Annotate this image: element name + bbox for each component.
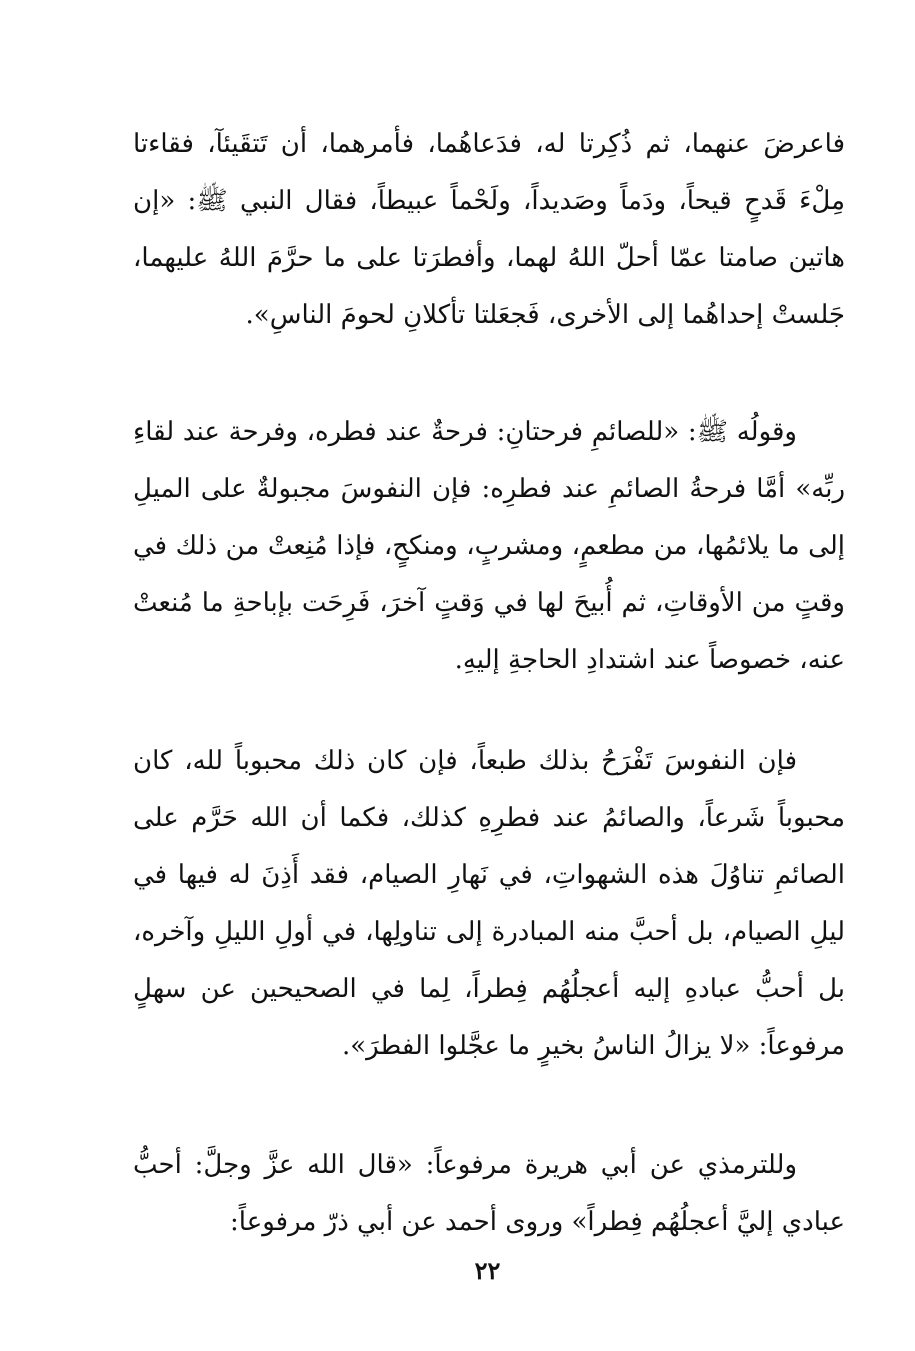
paragraph-3-block — [133, 733, 845, 1075]
page-number: ٢٢ — [474, 1256, 501, 1285]
paragraph-4-block — [133, 1137, 845, 1251]
paragraph-1-block — [133, 116, 845, 344]
paragraph-2-block — [133, 404, 845, 689]
paragraph-3: فإن النفوسَ تَفْرَحُ بذلك طبعاً، فإن كان ذلك محبوباً لله، كان محبوباً شَرعاً، والصائمُ عند فطرِهِ كذلك، فكما أن الله حَرَّم على الصائمِ تناوُلَ هذه الشهواتِ، في نَهارِ الصيام، فقد أَذِنَ له فيها في ليلِ الصيام، بل أحبَّ منه المبادرة إلى تناولِها، في أولِ الليلِ وآخره، بل أحبُّ عبادهِ إليه أعجلُهُم فِطراً، لِما في الصحيحين عن سهلٍ مرفوعاً: «لا يزالُ الناسُ بخيرٍ ما عجَّلوا الفطرَ». — [133, 746, 845, 1061]
paragraph-1: فاعرضَ عنهما، ثم ذُكِرتا له، فدَعاهُما، فأمرهما، أن تَتقَيئآ، فقاءتا مِلْءَ قَدحٍ قيحاً، ودَماً وصَديداً، ولَحْماً عبيطاً، فقال النبي ﷺ: «إن هاتين صامتا عمّا أحلّ اللهُ لهما، وأفطرَتا على ما حرَّمَ اللهُ عليهما، جَلستْ إحداهُما إلى الأخرى، فَجعَلتا تأكلانِ لحومَ الناسِ». — [133, 129, 846, 330]
paragraph-4: وللترمذي عن أبي هريرة مرفوعاً: «قال الله عزَّ وجلَّ: أحبُّ عبادي إليَّ أعجلُهُم فِطراً» وروى أحمد عن أبي ذرّ مرفوعاً: — [133, 1150, 845, 1237]
paragraph-2: وقولُه ﷺ: «للصائمِ فرحتانِ: فرحةٌ عند فطره، وفرحة عند لقاءِ ربِّه» أمَّا فرحةُ الصائمِ عند فطرِه: فإن النفوسَ مجبولةٌ على الميلِ إلى ما يلائمُها، من مطعمٍ، ومشربٍ، ومنكحٍ، فإذا مُنِعتْ من ذلك في وقتٍ من الأوقاتِ، ثم أُبيحَ لها في وَقتٍ آخرَ، فَرِحَت بإباحةِ ما مُنعتْ عنه، خصوصاً عند اشتدادِ الحاجةِ إليهِ. — [133, 417, 845, 675]
